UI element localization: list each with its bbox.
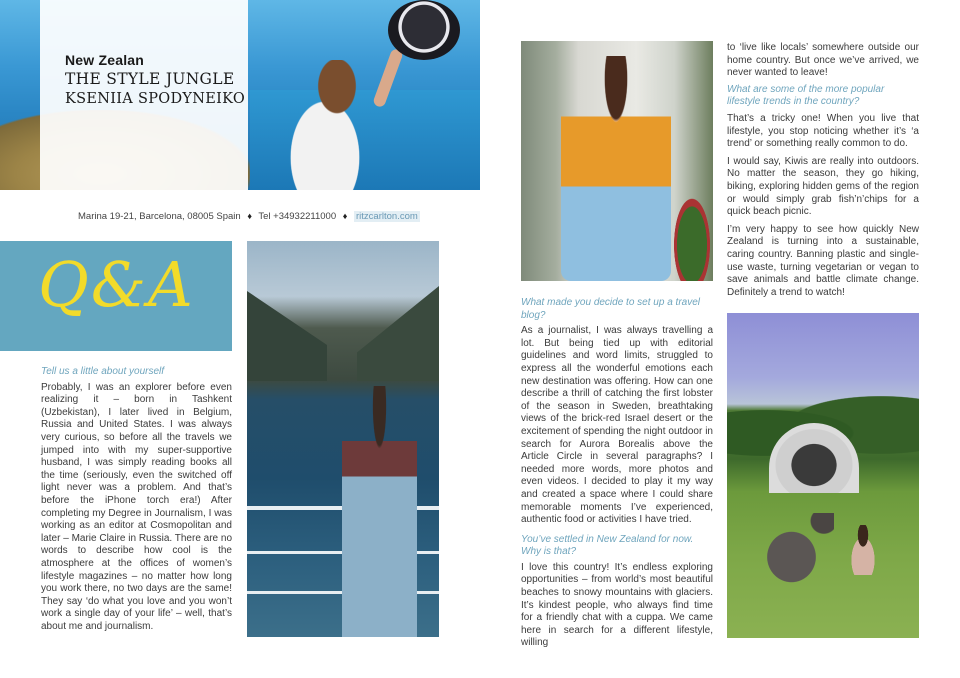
- section-kicker: New Zealan: [65, 52, 145, 68]
- answer-2: As a journalist, I was always travelling a lot. But being tied up with editorial guidelines and word limits, struggled to express all the wonderful emotions each new destination was offering. How can one describe a thrill of catching the first lobster of the season in Sweden, breathtaking views of the brick-red Israel desert or the excitement of spending the night outdoor in search for Aurora Borealis above the Article Circle in several paragraphs? I needed more words, more photos and even videos. I decided to play it my way and created a space where I could share memorable moments I’ve experienced, authentic food or activities I have tried.: [521, 325, 713, 526]
- address-phone: Tel +34932211000: [258, 211, 337, 222]
- address-street: Marina 19-21, Barcelona, 08005 Spain: [78, 211, 241, 222]
- address-line: [78, 211, 420, 222]
- column-2: [521, 297, 713, 650]
- answer-3-continued: to ‘live like locals’ somewhere outside our home country. But once we’ve arrived, we never wanted to leave!: [727, 42, 919, 79]
- author-name: KSENIIA SPODYNEIKO: [65, 91, 246, 107]
- magazine-name: THE STYLE JUNGLE: [65, 70, 235, 88]
- diamond-separator-icon: ♦: [342, 211, 348, 221]
- answer-3: I love this country! It’s endless exploring opportunities – from world’s most beautiful beaches to snowy mountains with glaciers. It’s kindest people, who always find time for a friendly chat with a cuppa. We came here in search for a different lifestyle, willing: [521, 561, 713, 649]
- diamond-separator-icon: ♦: [247, 211, 252, 221]
- answer-1: Probably, I was an explorer before even realizing it – born in Tashkent (Uzbekistan), I later lived in Belgium, Russia and United States. I was always very curious, so before all the travels we jumped into with my super-supportive husband, I was simply reading books all the time (seriously, even the switched off light never was a problem. And that’s before the iPhone torch era!) After completing my Degree in Journalism, I was working as an editor at Cosmopolitan and later – Marie Claire in Russia. There are no words to describe how cool is the atmosphere at the offices of women’s lifestyle magazines – no matter how long you work there, no two days are the same! They say ‘do what you love and you won’t work a single day of your life’ – well, that’s about me and journalism.: [41, 381, 233, 632]
- column-3: [727, 42, 919, 299]
- question-2: What made you decide to set up a travel blog?: [521, 297, 700, 321]
- answer-4-paragraph-3: I’m very happy to see how quickly New Zealand is turning into a sustainable, caring country. Banning plastic and single-use waste, turning vegetarian or vegan to save animals and battle climate change. Definitely a trend to watch!: [727, 223, 919, 298]
- question-4: What are some of the more popular lifestyle trends in the country?: [727, 83, 885, 108]
- qa-badge-text: Q&A: [38, 248, 195, 321]
- website-link[interactable]: ritzcarlton.com: [356, 211, 418, 222]
- column-1: [41, 366, 232, 633]
- question-3: You’ve settled in New Zealand for now. Why is that?: [521, 533, 694, 558]
- alpaca-photo: [727, 313, 919, 638]
- question-1: Tell us a little about yourself: [41, 366, 165, 377]
- answer-4-paragraph-1: That’s a tricky one! When you live that lifestyle, you stop noticing whether it’s ‘a trend’ or something really common to do.: [727, 112, 919, 150]
- portrait-photo: [521, 41, 713, 281]
- answer-4-paragraph-2: I would say, Kiwis are really into outdoors. No matter the season, they go hiking, biking, exploring hidden gems of the region or would simply grab fish’n’chips for a quick beach picnic.: [727, 155, 919, 218]
- fjord-photo: [247, 241, 439, 637]
- hat-image: [388, 0, 460, 60]
